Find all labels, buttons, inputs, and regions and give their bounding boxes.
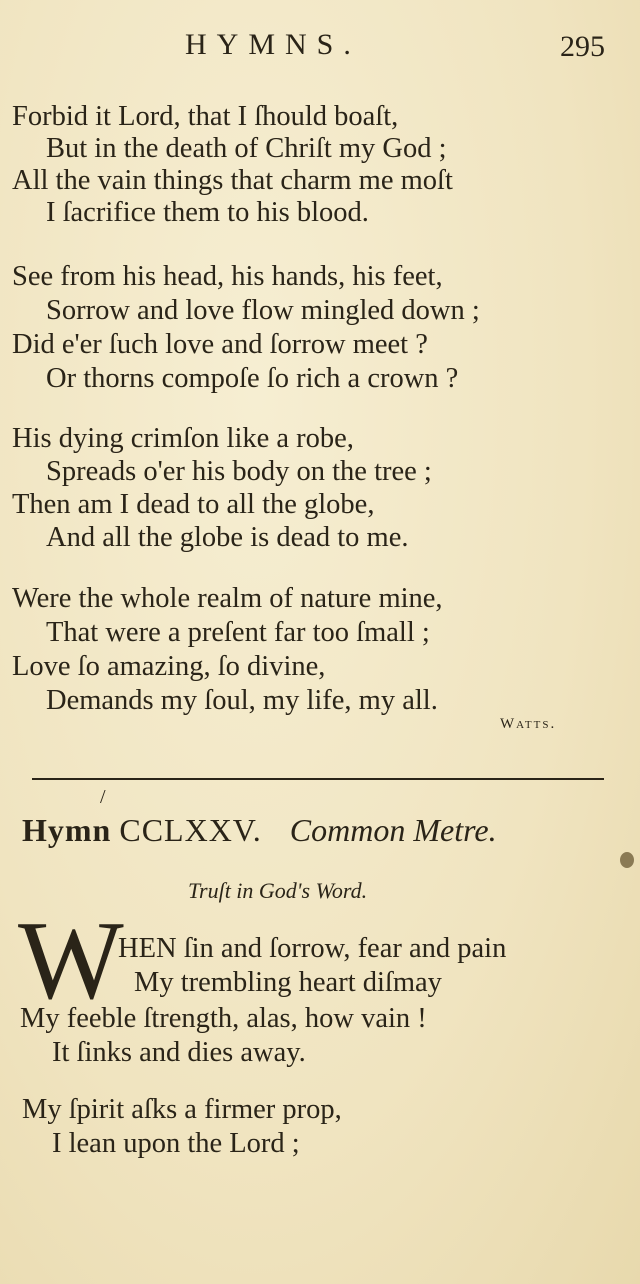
verse-line: I lean upon the Lord ; — [52, 1128, 300, 1159]
hymn-subject: Truſt in God's Word. — [188, 878, 368, 903]
verse-line: Demands my ſoul, my life, my all. — [46, 685, 438, 716]
page-number: 295 — [560, 30, 605, 63]
verse-line: Spreads o'er his body on the tree ; — [46, 456, 432, 487]
verse-line: See from his head, his hands, his feet, — [12, 261, 443, 292]
verse-line: That were a preſent far too ſmall ; — [46, 617, 430, 648]
verse-line: I ſacrifice them to his blood. — [46, 197, 369, 228]
author-signature: Watts. — [500, 716, 557, 732]
drop-cap: W — [18, 899, 124, 1023]
verse-line: Then am I dead to all the globe, — [12, 489, 375, 520]
verse-line: His dying crimſon like a robe, — [12, 423, 354, 454]
hymn-metre: Common Metre. — [289, 812, 497, 848]
verse-line: And all the globe is dead to me. — [46, 522, 409, 553]
section-tick: / — [100, 786, 106, 808]
verse-line: All the vain things that charm me moſt — [12, 165, 453, 196]
verse-line: Or thorns compoſe ſo rich a crown ? — [46, 363, 459, 394]
verse-line: My ſpirit aſks a firmer prop, — [22, 1094, 342, 1125]
hymn-word: Hymn — [22, 812, 112, 848]
hymn-title — [22, 812, 497, 849]
verse-line: My trembling heart diſmay — [134, 967, 442, 998]
verse-line: Forbid it Lord, that I ſhould boaſt, — [12, 101, 399, 132]
ink-stain — [620, 852, 634, 868]
verse-line: Were the whole realm of nature mine, — [12, 583, 443, 614]
verse-line: Did e'er ſuch love and ſorrow meet ? — [12, 329, 428, 360]
verse-line: But in the death of Chriſt my God ; — [46, 133, 447, 164]
verse-line: Love ſo amazing, ſo divine, — [12, 651, 326, 682]
running-head: HYMNS. — [185, 28, 361, 61]
verse-line: It ſinks and dies away. — [52, 1037, 306, 1068]
verse-line: Sorrow and love flow mingled down ; — [46, 295, 480, 326]
hymn-number: CCLXXV. — [119, 812, 262, 848]
verse-line: My feeble ſtrength, alas, how vain ! — [20, 1003, 427, 1034]
section-divider — [32, 778, 604, 780]
verse-line: HEN ſin and ſorrow, fear and pain — [118, 933, 507, 964]
